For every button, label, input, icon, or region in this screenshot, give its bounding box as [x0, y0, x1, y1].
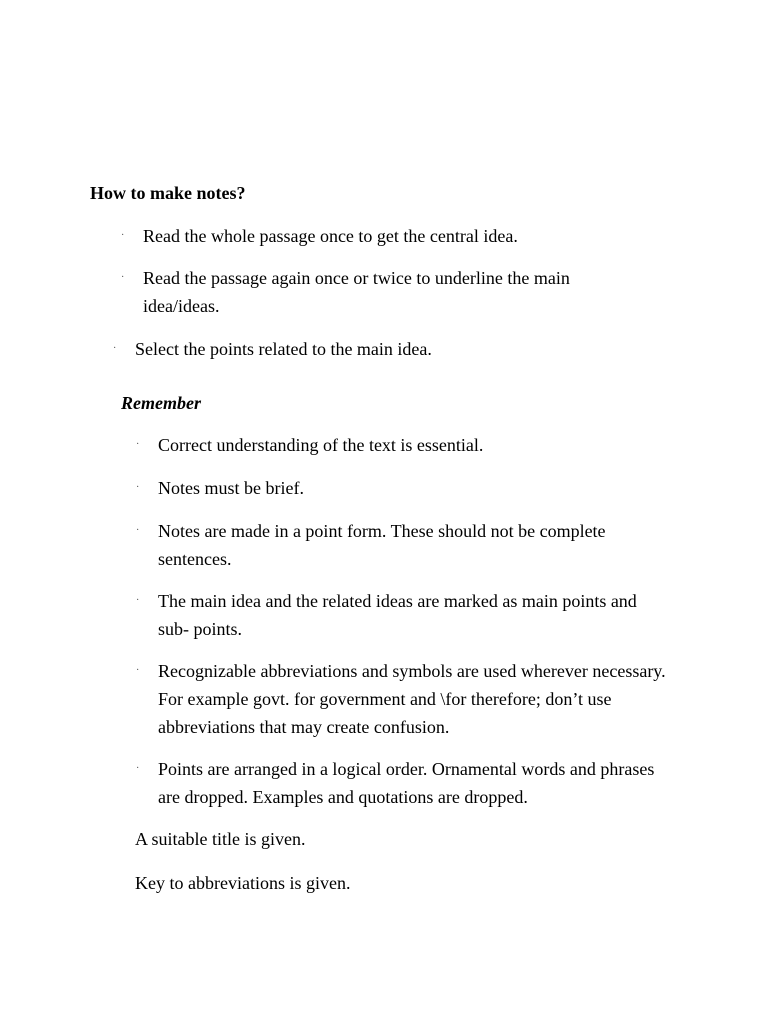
remember-item-2: Notes must be brief.	[158, 478, 304, 498]
remember-item-4: The main idea and the related ideas are marked as main points and sub- points.	[158, 591, 637, 639]
closing-line-1: A suitable title is given.	[135, 829, 306, 849]
bullet-icon: ·	[136, 763, 140, 774]
bullet-icon: ·	[136, 439, 140, 450]
remember-item-6: Points are arranged in a logical order. Ornamental words and phrases are dropped. Examples and quotations are dropped.	[158, 759, 655, 807]
bullet-icon: ·	[121, 272, 125, 283]
remember-heading: Remember	[121, 393, 201, 413]
step-item-1: Read the whole passage once to get the central idea.	[143, 226, 518, 246]
step-item-2: Read the passage again once or twice to underline the main idea/ideas.	[143, 268, 570, 316]
bullet-icon: ·	[136, 595, 140, 606]
bullet-icon: ·	[136, 482, 140, 493]
step-item-3: Select the points related to the main idea.	[135, 339, 432, 359]
closing-line-2: Key to abbreviations is given.	[135, 873, 351, 893]
bullet-icon: ·	[136, 665, 140, 676]
bullet-icon: ·	[113, 343, 117, 354]
remember-item-1: Correct understanding of the text is essential.	[158, 435, 484, 455]
remember-item-3: Notes are made in a point form. These should not be complete sentences.	[158, 521, 606, 569]
bullet-icon: ·	[121, 230, 125, 241]
remember-item-5: Recognizable abbreviations and symbols are used wherever necessary. For example govt. for government and \for therefore; don’t use abbreviations that may create confusion.	[158, 661, 666, 737]
bullet-icon: ·	[136, 525, 140, 536]
page-heading: How to make notes?	[90, 183, 246, 203]
